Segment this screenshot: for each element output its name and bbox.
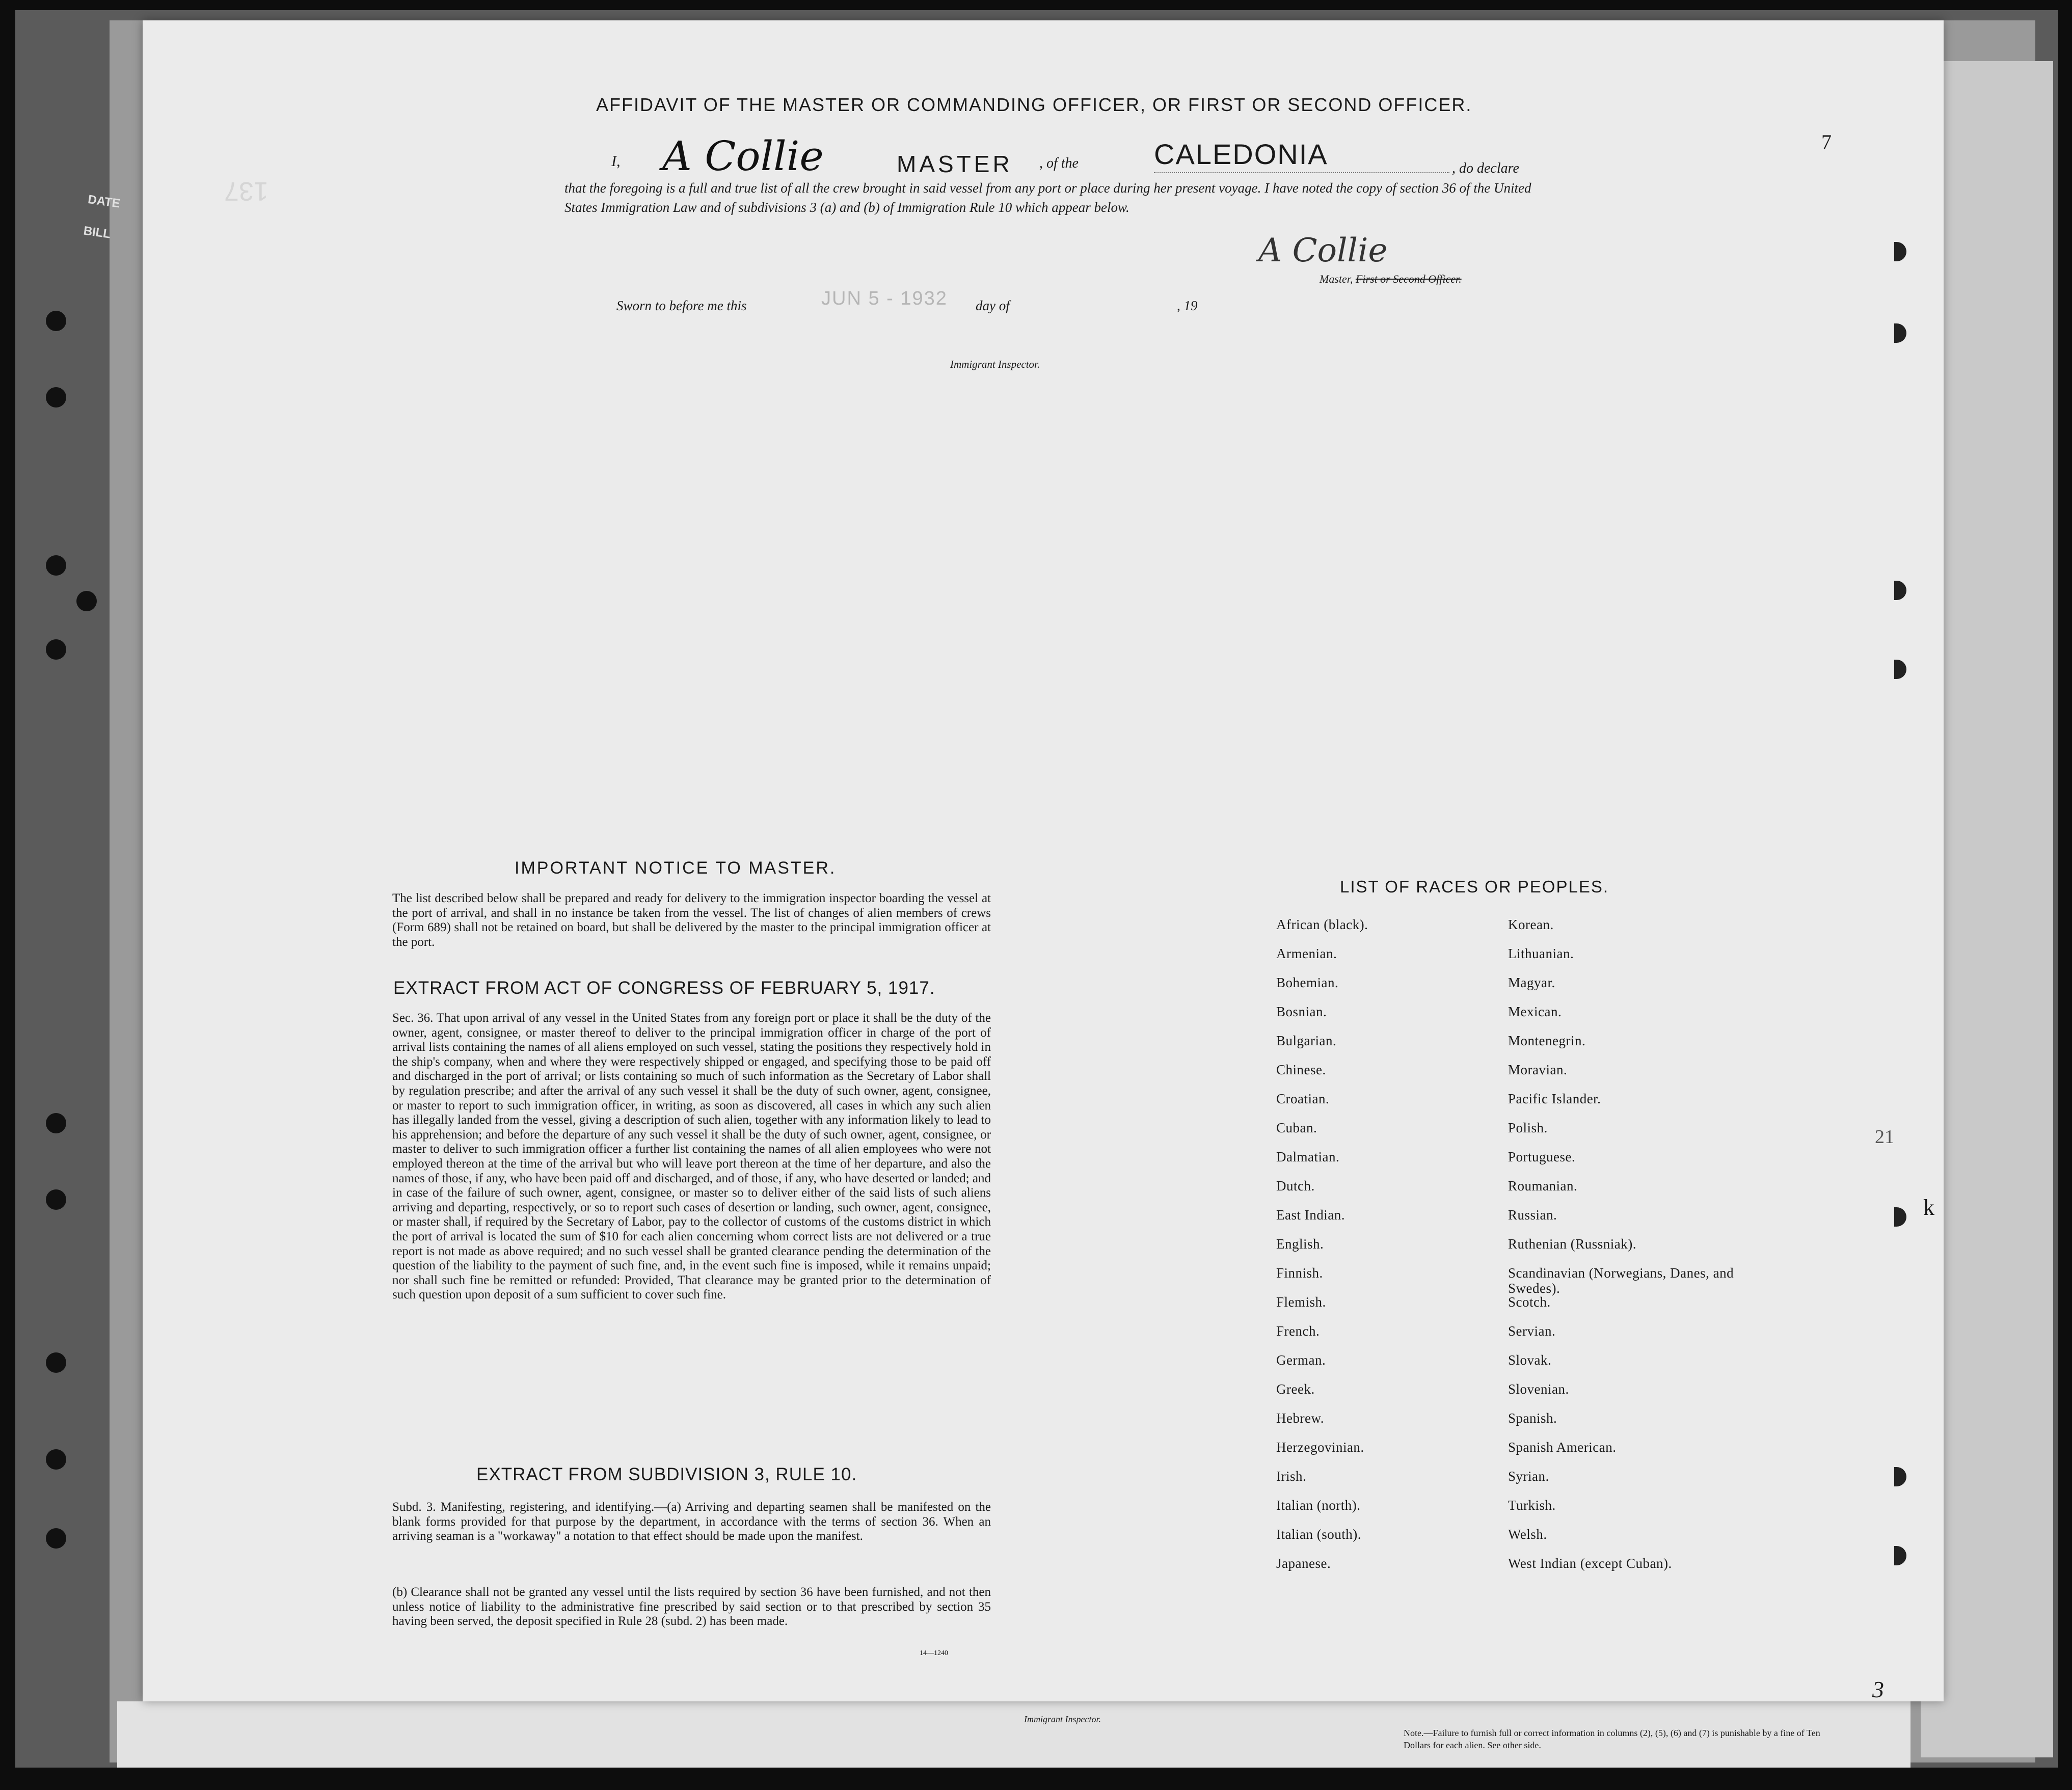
- race-item-left: Greek.: [1276, 1381, 1315, 1397]
- race-item-right: Montenegrin.: [1508, 1033, 1586, 1048]
- race-item-right: Slovenian.: [1508, 1381, 1569, 1397]
- race-item-left: Hebrew.: [1276, 1411, 1324, 1426]
- notice-body: The list described below shall be prepared and ready for delivery to the immigration inspector boarding the vessel at the port of arrival, and shall in no instance be taken from the vessel. The list of changes of alien members of crews (Form 689) shall not be retained on board, but shall be delivered by the master to the principal immigration officer at the port.: [392, 891, 991, 949]
- do-declare-label: , do declare: [1452, 160, 1519, 176]
- race-item-left: Chinese.: [1276, 1062, 1326, 1077]
- race-item-left: Italian (north).: [1276, 1498, 1361, 1513]
- race-item-left: Japanese.: [1276, 1556, 1331, 1571]
- race-item-left: Irish.: [1276, 1469, 1307, 1484]
- race-item-right: Servian.: [1508, 1323, 1556, 1339]
- punch-hole: [46, 555, 66, 576]
- top-right-mark: 7: [1821, 130, 1832, 153]
- race-item-right: Scandinavian (Norwegians, Danes, and Swedes).: [1508, 1265, 1734, 1296]
- master-signature-name: A Collie: [662, 132, 824, 180]
- master-label: MASTER: [897, 151, 1013, 177]
- signed-as-line: [1320, 273, 1462, 286]
- race-item-left: French.: [1276, 1323, 1320, 1339]
- race-item-left: Croatian.: [1276, 1091, 1330, 1106]
- notice-heading: IMPORTANT NOTICE TO MASTER.: [515, 858, 837, 878]
- race-item-left: Dutch.: [1276, 1178, 1315, 1194]
- races-list: [1276, 917, 1765, 1585]
- punch-hole: [46, 639, 66, 660]
- race-item-left: Flemish.: [1276, 1294, 1326, 1310]
- race-item-right: Spanish.: [1508, 1411, 1557, 1426]
- race-item-right: Syrian.: [1508, 1469, 1549, 1484]
- race-item-right: Ruthenian (Russniak).: [1508, 1236, 1636, 1252]
- race-item-left: East Indian.: [1276, 1207, 1345, 1223]
- race-item-left: Italian (south).: [1276, 1527, 1361, 1542]
- race-item-right: Slovak.: [1508, 1352, 1552, 1368]
- race-item-left: German.: [1276, 1352, 1326, 1368]
- punch-hole: [46, 1449, 66, 1470]
- race-item-right: Portuguese.: [1508, 1149, 1576, 1164]
- footer-note: Note.—Failure to furnish full or correct information in columns (2), (5), (6) and (7) is punishable by a fine of Ten Dollars for each alien. See other side.: [1404, 1728, 1820, 1750]
- race-item-left: Bulgarian.: [1276, 1033, 1337, 1048]
- declaration-body: that the foregoing is a full and true list of all the crew brought in said vessel from any port or place during her present voyage. I have noted the copy of section 36 of the United States Immigration Law and of subdivisions 3 (a) and (b) of Immigration Rule 10 which appear below.: [564, 180, 1531, 215]
- subdivision-3b-text: (b) Clearance shall not be granted any vessel until the lists required by section 36 have been furnished, and not then unless notice of liability to the administrative fine prescribed by said section or to that prescribed by section 35 having been served, the deposit specified in Rule 28 (subd. 2) has been made.: [392, 1585, 991, 1629]
- race-item-right: Pacific Islander.: [1508, 1091, 1601, 1106]
- stamp-number: 137: [224, 176, 268, 206]
- race-item-left: Cuban.: [1276, 1120, 1317, 1135]
- race-item-right: Spanish American.: [1508, 1440, 1617, 1455]
- race-item-left: English.: [1276, 1236, 1324, 1252]
- form-number: 14—1240: [920, 1649, 948, 1657]
- master-signature: A Collie: [1258, 232, 1388, 269]
- punch-hole: [46, 1352, 66, 1373]
- right-margin-number: 21: [1875, 1126, 1894, 1148]
- footer-inspector-label: Immigrant Inspector.: [1024, 1714, 1101, 1724]
- signed-as-master: Master,: [1320, 273, 1353, 285]
- race-item-left: Dalmatian.: [1276, 1149, 1340, 1164]
- day-of-label: day of: [976, 298, 1010, 313]
- race-item-left: Finnish.: [1276, 1265, 1323, 1281]
- declaration-i-label: I,: [611, 153, 621, 170]
- race-item-left: African (black).: [1276, 917, 1368, 932]
- race-item-right: West Indian (except Cuban).: [1508, 1556, 1672, 1571]
- punch-hole: [46, 1528, 66, 1549]
- race-item-right: Moravian.: [1508, 1062, 1568, 1077]
- race-item-right: Scotch.: [1508, 1294, 1551, 1310]
- inspector-label: Immigrant Inspector.: [950, 358, 1040, 370]
- race-item-right: Roumanian.: [1508, 1178, 1578, 1194]
- sworn-label: Sworn to before me this: [616, 298, 747, 313]
- rule-extract-heading: EXTRACT FROM SUBDIVISION 3, RULE 10.: [476, 1464, 857, 1484]
- race-item-right: Welsh.: [1508, 1527, 1547, 1542]
- vessel-name: CALEDONIA: [1154, 138, 1328, 170]
- race-item-left: Herzegovinian.: [1276, 1440, 1364, 1455]
- bottom-right-mark: 3: [1872, 1676, 1884, 1702]
- punch-hole: [46, 387, 66, 408]
- sworn-date-stamp: JUN 5 - 1932: [821, 288, 948, 309]
- race-item-left: Armenian.: [1276, 946, 1337, 961]
- race-item-right: Russian.: [1508, 1207, 1557, 1223]
- race-item-right: Magyar.: [1508, 975, 1555, 990]
- punch-hole: [46, 311, 66, 331]
- races-heading: LIST OF RACES OR PEOPLES.: [1340, 877, 1609, 896]
- year-label: , 19: [1177, 298, 1198, 313]
- punch-hole: [46, 1113, 66, 1133]
- race-item-right: Korean.: [1508, 917, 1554, 932]
- of-the-label: , of the: [1039, 155, 1079, 171]
- subdivision-3a-text: Subd. 3. Manifesting, registering, and identifying.—(a) Arriving and departing seamen shall be manifested on the blank forms provided for that purpose by the department, in accordance with the terms of section 36. When an arriving seaman is a "workaway" a notation to that effect should be made upon the manifest.: [392, 1500, 991, 1543]
- race-item-right: Polish.: [1508, 1120, 1548, 1135]
- race-item-left: Bosnian.: [1276, 1004, 1327, 1019]
- race-item-right: Lithuanian.: [1508, 946, 1574, 961]
- signed-as-struck: First or Second Officer.: [1355, 273, 1462, 285]
- side-stamp: DATE BILL: [83, 193, 121, 241]
- punch-hole: [76, 591, 97, 611]
- race-item-right: Mexican.: [1508, 1004, 1562, 1019]
- race-item-left: Bohemian.: [1276, 975, 1339, 990]
- act-extract-heading: EXTRACT FROM ACT OF CONGRESS OF FEBRUARY 5, 1917.: [393, 978, 935, 998]
- punch-hole: [46, 1189, 66, 1210]
- right-margin-mark: k: [1923, 1195, 1934, 1220]
- race-item-right: Turkish.: [1508, 1498, 1556, 1513]
- affidavit-heading: AFFIDAVIT OF THE MASTER OR COMMANDING OFFICER, OR FIRST OR SECOND OFFICER.: [596, 94, 1472, 115]
- vessel-name-line: [1154, 172, 1449, 173]
- section-36-text: Sec. 36. That upon arrival of any vessel in the United States from any foreign port or place it shall be the duty of the owner, agent, consignee, or master thereof to deliver to the principal immigration officer in charge of the port of arrival lists containing the names of all aliens employed on such vessel, stating the positions they respectively hold in the ship's company, when and where they were respectively shipped or engaged, and specifying those to be paid off and discharged in the port of arrival; or lists containing so much of such information as the Secretary of Labor shall by regulation prescribe; and after the arrival of any such vessel it shall be the duty of such owner, agent, consignee, or master to report to such immigration officer, in writing, as soon as discovered, all cases in which any such alien has illegally landed from the vessel, giving a description of such alien, together with any information likely to lead to his apprehension; and before the departure of any such vessel it shall be the duty of such owner, agent, consignee, or master to deliver to such immigration officer a further list containing the names of all alien employees who were not employed thereon at the time of the arrival but who will leave port thereon at the time of her departure, and also the names of those, if any, who have been paid off and discharged, and of those, if any, who have deserted or landed; and in case of the failure of such owner, agent, consignee, or master so to deliver either of the said lists of such aliens arriving and departing, respectively, or so to report such cases of desertion or landing, such owner, agent, consignee, or master shall, if required by the Secretary of Labor, pay to the collector of customs of the customs district in which the port of arrival is located the sum of $10 for each alien concerning whom correct lists are not delivered or a true report is not made as above required; and no such vessel shall be granted clearance pending the determination of the question of the liability to the payment of such fine, and, in the event such fine is imposed, while it remains unpaid; nor shall such fine be remitted or refunded: Provided, That clearance may be granted prior to the determination of such question upon deposit of a sum sufficient to cover such fine.: [392, 1011, 991, 1302]
